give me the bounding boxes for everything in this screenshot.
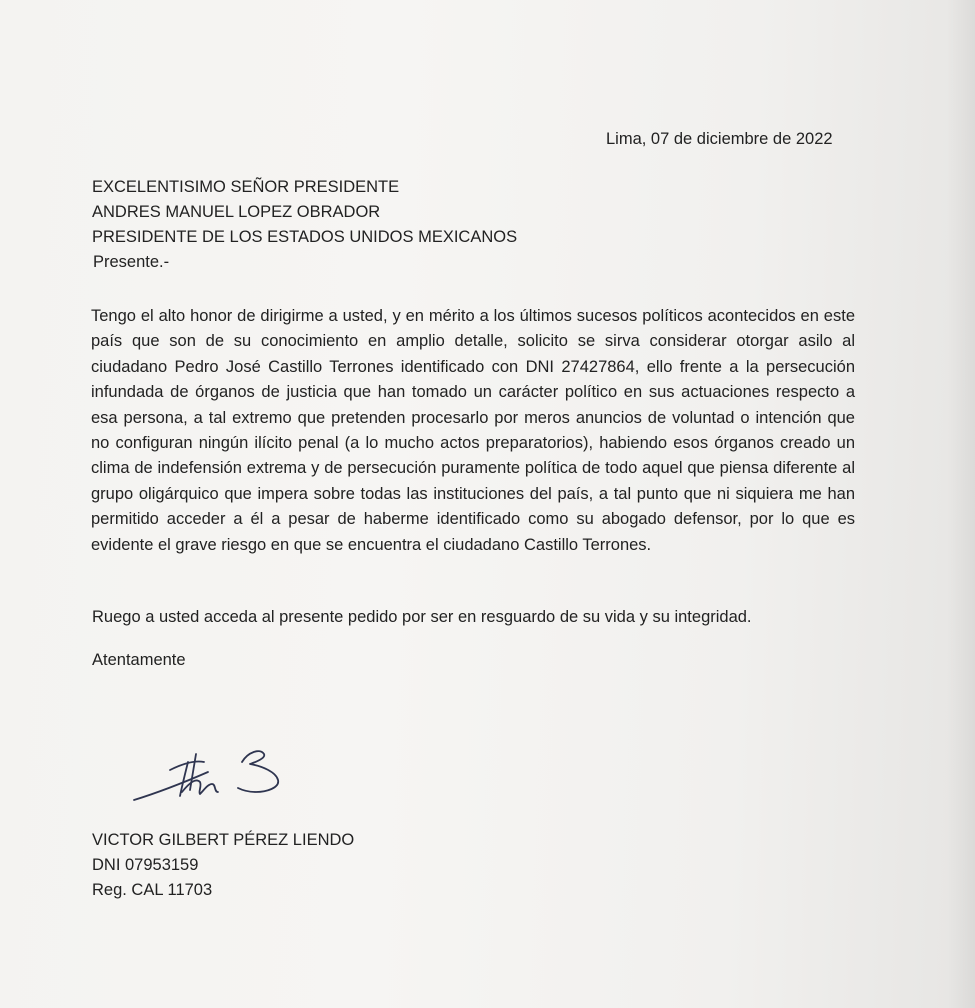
signature-icon (130, 742, 330, 814)
signatory-registration: Reg. CAL 11703 (92, 881, 213, 899)
body-paragraph: Tengo el alto honor de dirigirme a usted, y en mérito a los últimos sucesos políticos acontecidos en este país que son de su conocimiento en amplio detalle, solicito se sirva considerar otorgar asilo al ciudadano Pedro José Castillo Terrones identificado con DNI 27427864, ello frente a la persecución infundada de órganos de justicia que han tomado un carácter político en sus actuaciones respecto a esa persona, a tal extremo que pretenden procesarlo por meros anuncios de voluntad o intención que no configuran ningún ilícito penal (a lo mucho actos preparatorios), habiendo esos órganos creado un clima de indefensión extrema y de persecución puramente política de todo aquel que piensa diferente al grupo oligárquico que impera sobre todas las instituciones del país, a tal punto que ni siquiera me han permitido acceder a él a pesar de haberme identificado como su abogado defensor, por lo que es evidente el grave riesgo en que se encuentra el ciudadano Castillo Terrones. (91, 307, 855, 554)
addressee-line-3: PRESIDENTE DE LOS ESTADOS UNIDOS MEXICANOS (92, 228, 518, 246)
paper-edge-shadow (947, 0, 975, 1008)
addressee-line-2: ANDRES MANUEL LOPEZ OBRADOR (92, 203, 381, 221)
signatory-name: VICTOR GILBERT PÉREZ LIENDO (92, 831, 355, 849)
closing-paragraph: Ruego a usted acceda al presente pedido por ser en resguardo de su vida y su integridad. (92, 608, 752, 626)
addressee-line-1: EXCELENTISIMO SEÑOR PRESIDENTE (92, 178, 400, 196)
greeting: Presente.- (93, 253, 170, 271)
date-line: Lima, 07 de diciembre de 2022 (606, 130, 833, 148)
signatory-block (92, 828, 354, 903)
addressee-block (92, 175, 517, 275)
valediction: Atentamente (92, 651, 186, 669)
signatory-dni: DNI 07953159 (92, 856, 199, 874)
